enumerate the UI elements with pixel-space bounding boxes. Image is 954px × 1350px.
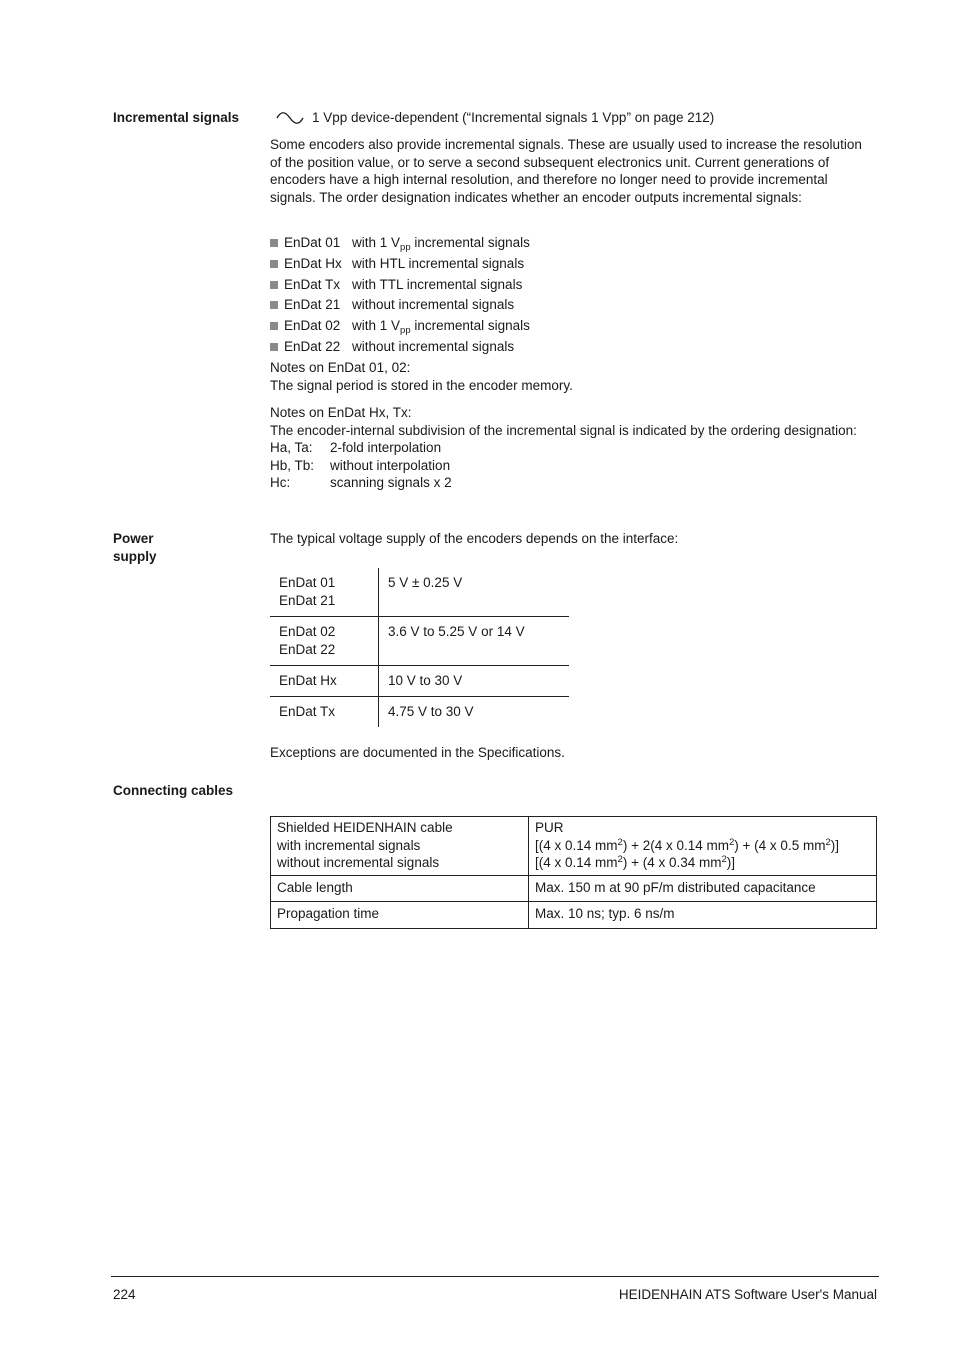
- incremental-signals-heading: Incremental signals: [113, 110, 240, 125]
- signal-type-line: 1 Vpp device-dependent (“Incremental signals 1 Vpp” on page 212): [312, 110, 715, 125]
- list-item: EnDat 02 with 1 $V_{pp}$ incremental signals: [270, 317, 876, 338]
- square-bullet-icon: [270, 239, 278, 247]
- square-bullet-icon: [270, 301, 278, 309]
- incremental-intro: Some encoders also provide incremental signals. These are usually used to increase the resolution of the position value, or to serve a second subsequent electronics unit. Current generations of encoders have a high internal resolution, and therefore no longer need to provide incremental signals. The order designation indicates whether an encoder outputs incremental signals:: [270, 137, 862, 205]
- square-bullet-icon: [270, 343, 278, 351]
- table-row: EnDat 02 EnDat 22 3.6 V to 5.25 V or 14 V: [270, 617, 569, 666]
- interpolation-row: Ha, Ta: 2-fold interpolation: [270, 440, 442, 455]
- table-row: Cable length Max. 150 m at 90 pF/m distributed capacitance: [271, 875, 877, 902]
- list-item: EnDat 22 without incremental signals: [270, 338, 876, 359]
- notes-title: Notes on EnDat Hx, Tx:: [270, 405, 412, 420]
- list-item: EnDat 01 with 1 $V_{pp}$ incremental signals: [270, 234, 876, 255]
- page-number: 224: [113, 1287, 136, 1302]
- list-item: EnDat Tx with TTL incremental signals: [270, 276, 876, 297]
- notes-endat-hx-tx: [270, 404, 876, 492]
- list-item: EnDat 21 without incremental signals: [270, 296, 876, 317]
- sine-wave-icon: [276, 111, 304, 129]
- notes-endat-01-02: [270, 359, 876, 394]
- power-supply-table: [270, 568, 569, 727]
- table-row: EnDat Tx 4.75 V to 30 V: [270, 697, 569, 728]
- manual-title: HEIDENHAIN ATS Software User's Manual: [618, 1287, 877, 1302]
- list-item: EnDat Hx with HTL incremental signals: [270, 255, 876, 276]
- power-supply-intro: The typical voltage supply of the encoders depends on the interface:: [270, 531, 679, 546]
- exceptions-note: Exceptions are documented in the Specifications.: [270, 745, 565, 760]
- footer-rule: [111, 1276, 879, 1277]
- endat-bullet-list: [270, 234, 876, 359]
- table-row: Shielded HEIDENHAIN cable with incremental signals without incremental signals PUR [(4 x 0.14 $mm^2) + 2(4$ x 0.14 $mm^2) + (4$ x 0.5 $mm^2$)] [(4 x 0.14 $mm^2) + (4$ x 0.34 $mm^2$)]: [271, 817, 877, 876]
- interpolation-row: Hc: scanning signals x 2: [270, 475, 452, 490]
- notes-text: The signal period is stored in the encoder memory.: [270, 377, 573, 393]
- square-bullet-icon: [270, 281, 278, 289]
- notes-title: Notes on EnDat 01, 02:: [270, 360, 411, 375]
- table-row: EnDat 01 EnDat 21 5 V ± 0.25 V: [270, 568, 569, 617]
- notes-text: The encoder-internal subdivision of the incremental signal is indicated by the ordering designation:: [270, 422, 857, 438]
- table-row: EnDat Hx 10 V to 30 V: [270, 666, 569, 697]
- connecting-cables-table: [270, 816, 877, 929]
- interpolation-row: Hb, Tb: without interpolation: [270, 457, 451, 473]
- square-bullet-icon: [270, 322, 278, 330]
- square-bullet-icon: [270, 260, 278, 268]
- table-row: Propagation time Max. 10 ns; typ. 6 ns/m: [271, 902, 877, 929]
- power-supply-heading: Power supply: [113, 531, 157, 564]
- connecting-cables-heading: Connecting cables: [113, 783, 234, 798]
